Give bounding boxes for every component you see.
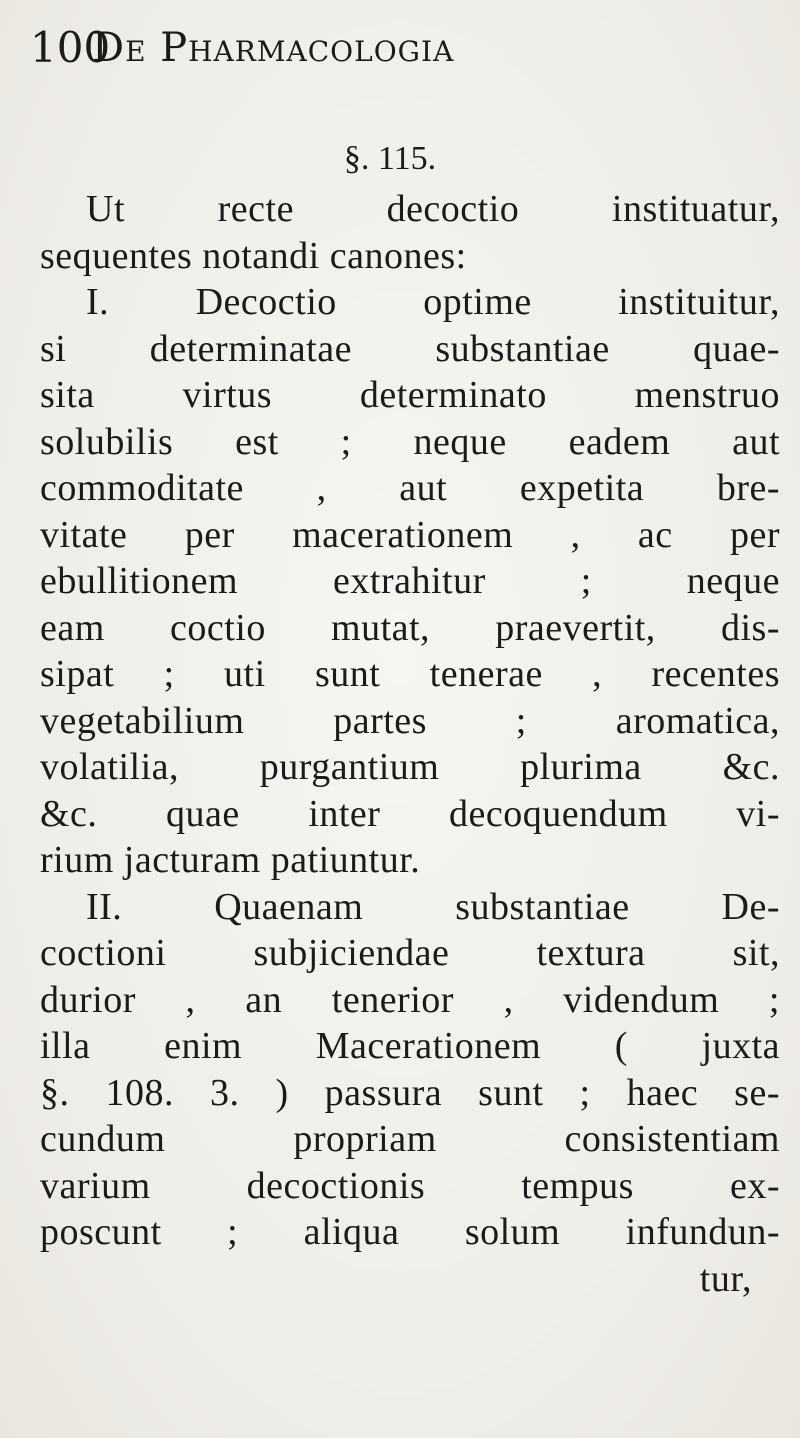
text-line: solubilis est ; neque eadem aut bbox=[40, 420, 780, 463]
text-line: II. Quaenam substantiae De- bbox=[86, 885, 780, 928]
text-line: tur, bbox=[699, 1257, 752, 1300]
text-line: poscunt ; aliqua solum infundun- bbox=[40, 1211, 780, 1253]
text-line: durior , an tenerior , videndum ; bbox=[40, 978, 780, 1021]
text-line: §. 108. 3. ) passura sunt ; haec se- bbox=[40, 1071, 780, 1114]
text-line: sita virtus determinato menstruo bbox=[40, 374, 780, 416]
text-line: &c. quae inter decoquendum vi- bbox=[40, 792, 780, 835]
text-line: commoditate , aut expetita bre- bbox=[40, 467, 780, 509]
text-line: sipat ; uti sunt tenerae , recentes bbox=[40, 653, 780, 695]
section-number: §. 115. bbox=[343, 140, 437, 177]
text-line: I. Decoctio optime instituitur, bbox=[86, 281, 780, 323]
text-line: sequentes notandi canones: bbox=[40, 234, 467, 277]
text-line: volatilia, purgantium plurima &c. bbox=[40, 746, 780, 788]
body-text bbox=[40, 186, 780, 1302]
text-line: Ut recte decoctio instituatur, bbox=[86, 188, 780, 230]
page-number: 100 bbox=[30, 23, 111, 72]
text-line: vegetabilium partes ; aromatica, bbox=[40, 699, 780, 742]
running-title: De Pharmacologia bbox=[92, 25, 455, 71]
text-line: illa enim Macerationem ( juxta bbox=[40, 1025, 780, 1067]
text-line: vitate per macerationem , ac per bbox=[40, 513, 780, 556]
text-line: coctioni subjiciendae textura sit, bbox=[40, 932, 780, 974]
text-line: ebullitionem extrahitur ; neque bbox=[40, 560, 780, 602]
text-line: varium decoctionis tempus ex- bbox=[40, 1164, 780, 1207]
text-line: cundum propriam consistentiam bbox=[40, 1118, 780, 1160]
text-line: rium jacturam patiuntur. bbox=[40, 839, 421, 881]
text-line: eam coctio mutat, praevertit, dis- bbox=[40, 606, 780, 649]
text-line: si determinatae substantiae quae- bbox=[40, 327, 780, 370]
page-header bbox=[30, 20, 750, 76]
